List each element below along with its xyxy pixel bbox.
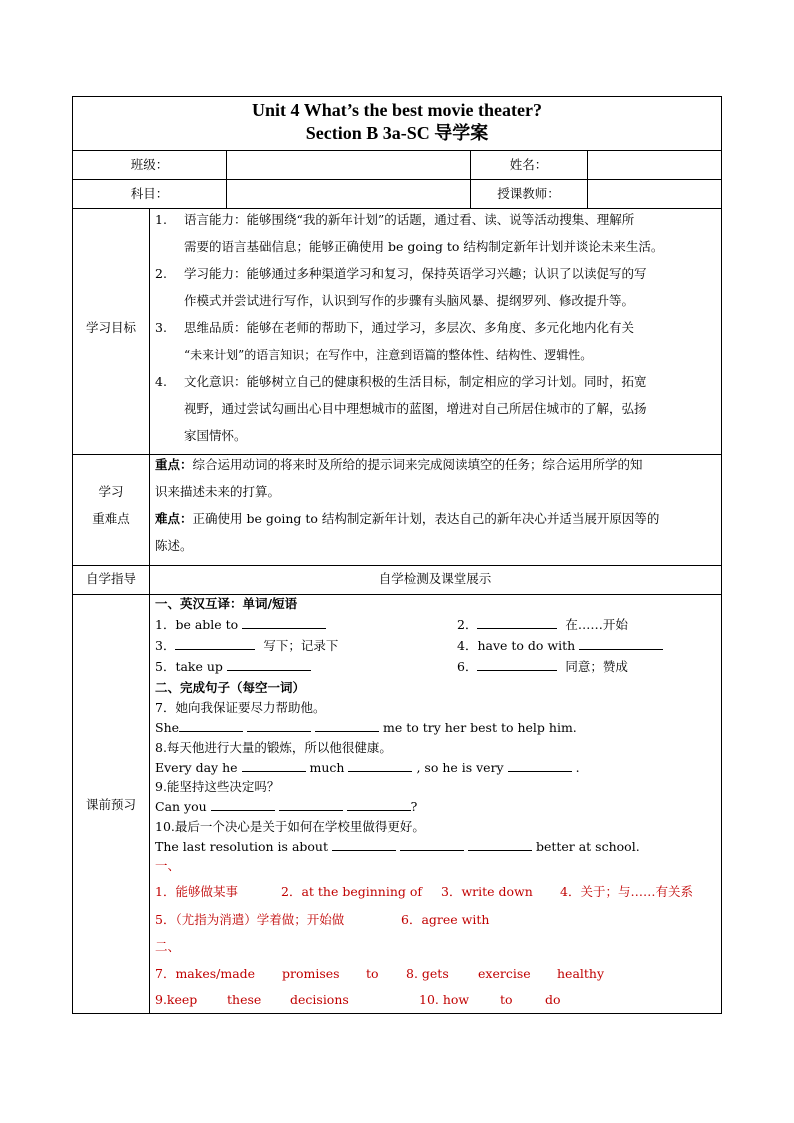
blank-field[interactable] [242,759,306,772]
goal-1-line-2: 需要的语言基础信息；能够正确使用 be going to 结构制定新年计划并谈论未来生活。 [184,239,664,254]
goal-4-number: 4. [155,374,167,389]
part2-title: 二、完成句子（每空一词） [155,680,306,695]
subject-label: 科目： [130,186,169,201]
goal-1-number: 1. [155,212,167,227]
row-divider [73,150,721,151]
key-point-title: 重点： [155,457,193,472]
sentence-7-end: me to try her best to help him. [382,720,577,735]
question-2 [457,616,628,634]
sentence-10-part-b: better at school. [535,839,640,854]
part1-title: 一、英汉互译：单词/短语 [155,596,298,611]
difficulty-line-2: 陈述。 [155,538,193,553]
answer-7-word: 7．makes/made [155,966,256,981]
answer-10-word: do [545,992,561,1007]
blank-field[interactable] [508,759,572,772]
title-line-2: Section B 3a-SC 导学案 [305,123,489,143]
question-4-text: 4．have to do with [457,638,576,653]
sentence-8-part-a: Every day he [155,760,238,775]
sentence-8 [155,759,580,777]
goal-3-line-2: “未来计划”的语言知识；在写作中，注意到语篇的整体性、结构性、逻辑性。 [184,348,593,362]
difficulty-line-1 [155,510,659,528]
blank-field[interactable] [347,798,411,811]
worksheet-table [72,96,722,1014]
answer-2: 2．at the beginning of [281,884,423,899]
preview-label: 课前预习 [85,797,136,812]
question-1-text: 1．be able to [155,617,239,632]
answer-10-word: to [500,992,513,1007]
class-label: 班级： [130,157,169,172]
guide-label: 自学指导 [85,571,136,586]
sentence-9-chinese: 9.能坚持这些决定吗？ [155,779,280,794]
question-2-text: 在……开始 [565,617,628,632]
key-point-line-2: 识来描述未来的打算。 [155,484,281,499]
difficulty-title: 难点： [155,511,193,526]
goal-2-number: 2. [155,266,167,281]
blank-field[interactable] [242,616,326,629]
goal-4-line-3: 家国情怀。 [184,428,247,443]
answer-3: 3．write down [441,884,533,899]
row-divider [73,454,721,455]
blank-field[interactable] [348,759,412,772]
row-divider [73,565,721,566]
blank-field[interactable] [477,616,557,629]
goals-label: 学习目标 [85,320,136,335]
key-point-text: 综合运用动词的将来时及所给的提示词来完成阅读填空的任务；综合运用所学的知 [192,457,643,472]
blank-field[interactable] [179,719,243,732]
answer-1: 1．能够做某事 [155,884,238,899]
question-6-number: 6． [457,659,478,674]
key-point-line-1 [155,456,643,474]
guide-content: 自学检测及课堂展示 [378,571,492,586]
question-5 [155,658,311,676]
answer-8-word: healthy [557,966,605,981]
keypoints-label-1: 学习 [98,484,124,499]
row-divider [73,208,721,209]
sentence-9 [155,798,417,816]
sentence-8-chinese: 8.每天他进行大量的锻炼，所以他很健康。 [155,740,392,755]
name-label: 姓名： [509,157,548,172]
question-1 [155,616,326,634]
answer-8-word: exercise [478,966,531,981]
sentence-8-part-b: much [309,760,345,775]
goal-4-line-1: 文化意识：能够树立自己的健康积极的生活目标，制定相应的学习计划。同时，拓宽 [184,374,647,389]
blank-field[interactable] [247,719,311,732]
blank-field[interactable] [315,719,379,732]
answer-5: 5．（尤指为消遣）学着做；开始做 [155,912,345,927]
blank-field[interactable] [468,838,532,851]
sentence-10-part-a: The last resolution is about [155,839,328,854]
goal-2-line-2: 作模式并尝试进行写作，认识到写作的步骤有头脑风暴、提纲罗列、修改提升等。 [184,293,635,308]
sentence-9-part-a: Can you [155,799,207,814]
blank-field[interactable] [579,637,663,650]
answer-8-word: 8. gets [406,966,449,981]
blank-field[interactable] [477,658,557,671]
question-3 [155,637,338,655]
answer-6: 6．agree with [401,912,490,927]
answer-7-word: promises [282,966,340,981]
blank-field[interactable] [279,798,343,811]
blank-field[interactable] [400,838,464,851]
answer-9-word: 9.keep [155,992,198,1007]
goal-1-line-1: 语言能力：能够围绕“我的新年计划”的话题，通过看、读、说等活动搜集、理解所 [184,212,635,227]
question-6 [457,658,628,676]
sentence-9-part-b: ? [410,799,418,814]
goal-4-line-2: 视野，通过尝试勾画出心目中理想城市的蓝图，增进对自己所居住城市的了解，弘扬 [184,401,647,416]
sentence-8-part-d: . [575,760,580,775]
sentence-10-chinese: 10.最后一个决心是关于如何在学校里做得更好。 [155,819,425,834]
question-6-text: 同意；赞成 [565,659,628,674]
question-3-text: 写下；记录下 [263,638,339,653]
blank-field[interactable] [332,838,396,851]
keypoints-label-2: 重难点 [92,511,130,526]
sentence-7-start: She [155,720,180,735]
difficulty-text: 正确使用 be going to 结构制定新年计划，表达自己的新年决心并适当展开原因等的 [192,511,660,526]
answer-9-word: decisions [290,992,349,1007]
answer-4: 4．关于；与……有关系 [560,884,693,899]
goal-3-line-1: 思维品质：能够在老师的帮助下，通过学习，多层次、多角度、多元化地内化有关 [184,320,635,335]
sentence-7-chinese: 7．她向我保证要尽力帮助他。 [155,700,326,715]
question-4 [457,637,663,655]
answer-7-word: to [366,966,379,981]
blank-field[interactable] [175,637,255,650]
col-divider [226,150,227,208]
col-divider [149,208,150,1013]
sentence-7 [155,719,577,737]
sentence-10 [155,838,640,856]
teacher-label: 授课教师： [497,186,560,201]
answer-part1-head: 一、 [155,858,181,873]
sentence-8-part-c: , so he is very [416,760,504,775]
question-5-text: 5．take up [155,659,223,674]
question-3-number: 3． [155,638,176,653]
answer-part2-head: 二、 [155,939,181,954]
col-divider [587,150,588,208]
title-line-1: Unit 4 What’s the best movie theater? [252,100,542,120]
question-2-number: 2． [457,617,478,632]
row-divider [73,179,721,180]
answer-9-word: these [227,992,262,1007]
blank-field[interactable] [211,798,275,811]
goal-3-number: 3. [155,320,167,335]
goal-2-line-1: 学习能力：能够通过多种渠道学习和复习，保持英语学习兴趣；认识了以读促写的写 [184,266,647,281]
answer-10-word: 10. how [419,992,470,1007]
blank-field[interactable] [227,658,311,671]
